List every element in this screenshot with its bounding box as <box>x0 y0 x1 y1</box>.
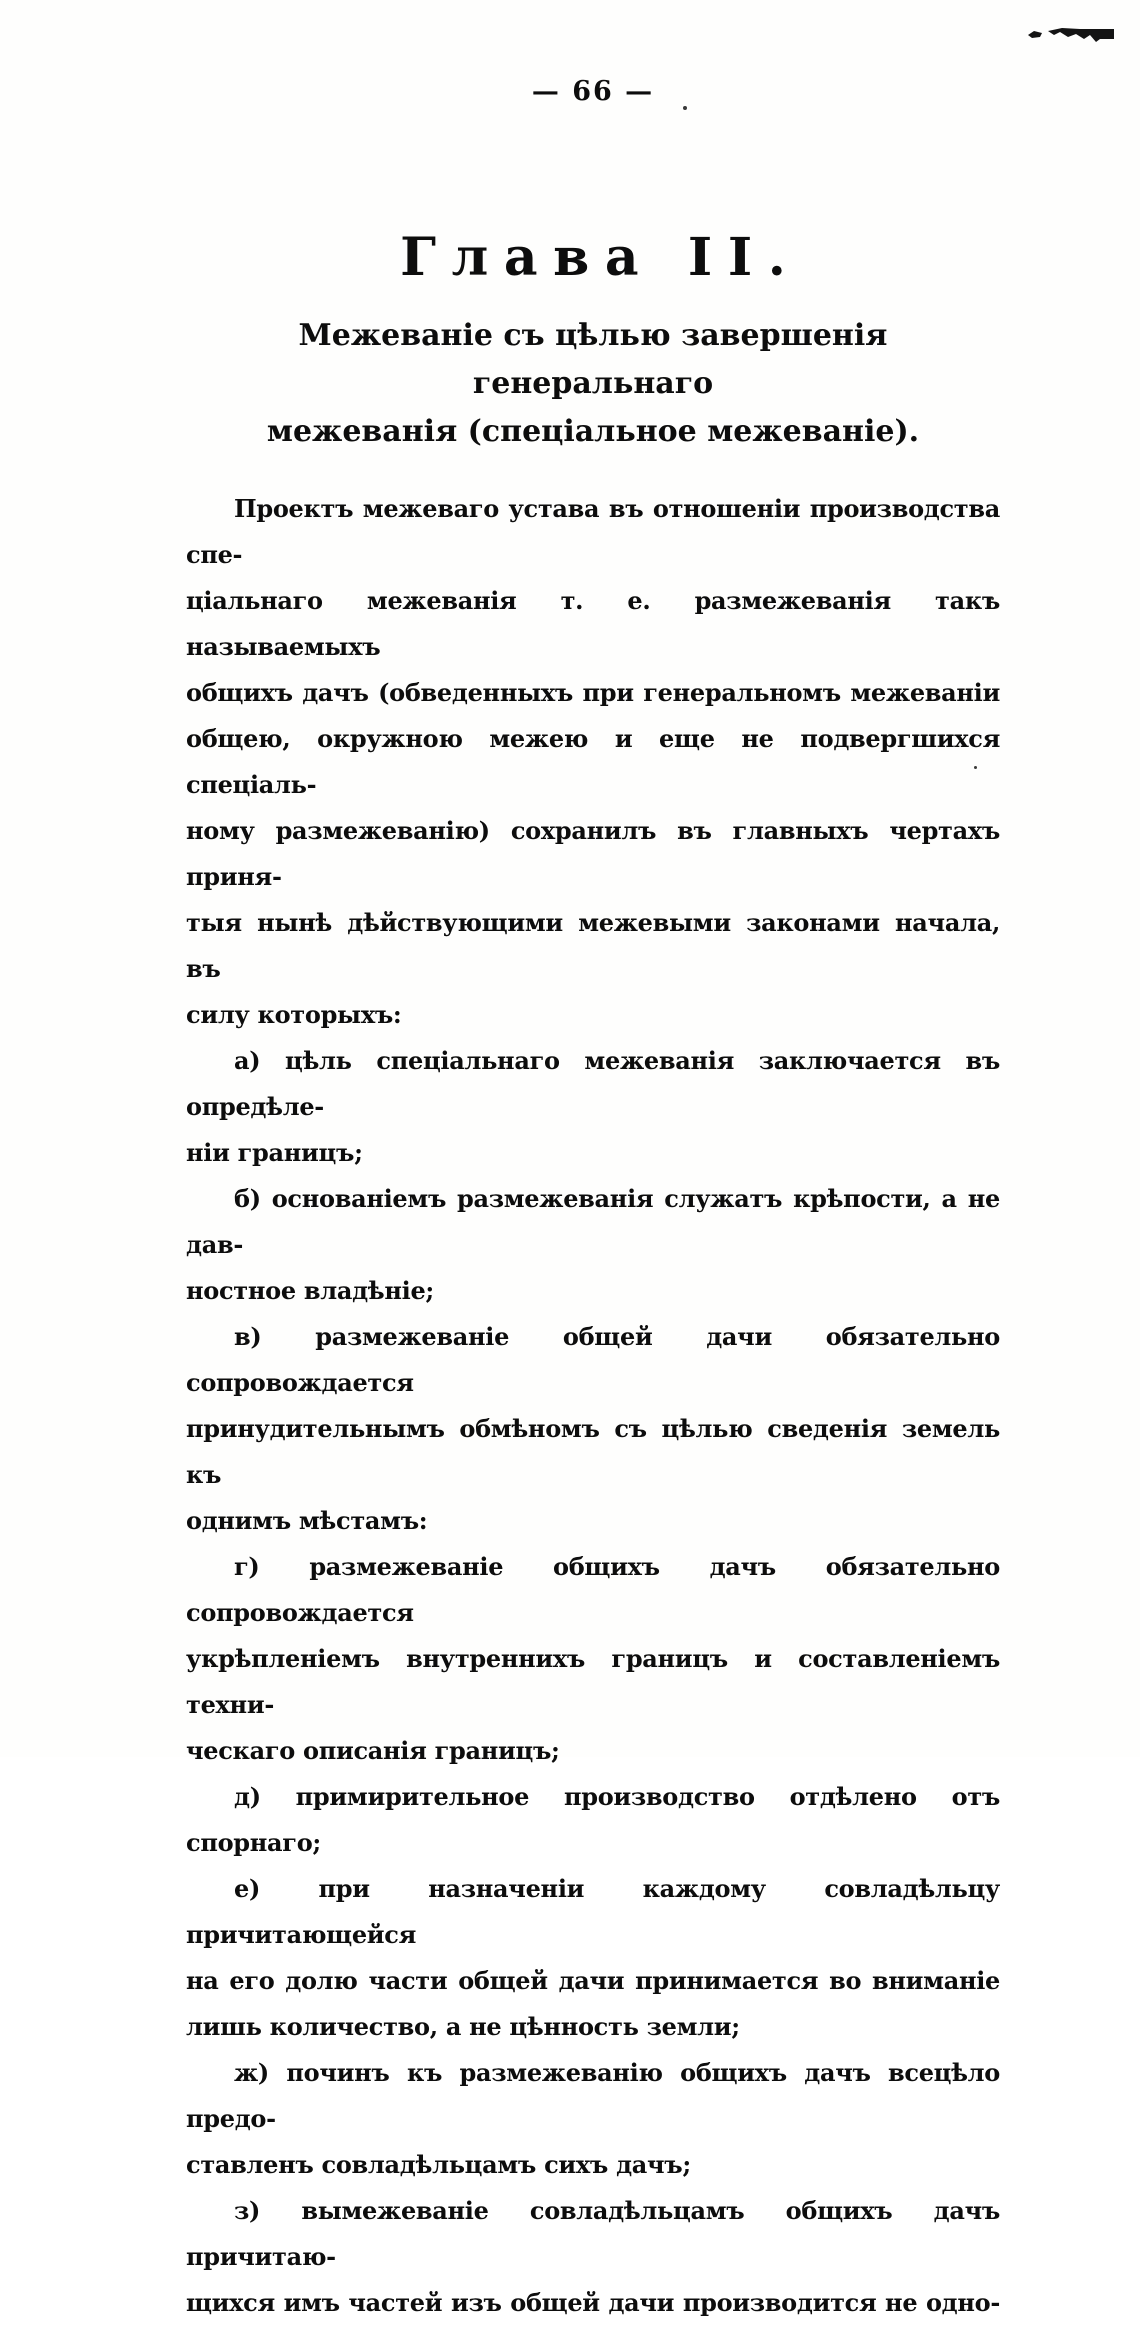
text-line: ностное владѣніе; <box>186 1276 434 1305</box>
text-line: ніи границъ; <box>186 1138 363 1167</box>
text-line: ж) починъ къ размежеванію общихъ дачъ всецѣло предо- <box>186 2058 1000 2133</box>
text-line: общихъ дачъ (обведенныхъ при генеральномъ межеваніи <box>186 678 1000 707</box>
text-line: б) основаніемъ размежеванія служатъ крѣпости, а не дав- <box>186 1184 1000 1259</box>
text-line: тыя нынѣ дѣйствующими межевыми законами начала, въ <box>186 908 1000 983</box>
text-line: щихся имъ частей изъ общей дачи производится не одно- <box>186 2288 1000 2317</box>
chapter-subtitle-line-1: Межеваніе съ цѣлью завершенія генеральнаго <box>298 318 888 401</box>
text-line: ціальнаго межеванія т. е. размежеванія такъ называемыхъ <box>186 586 1000 661</box>
text-line: укрѣпленіемъ внутреннихъ границъ и составленіемъ техни- <box>186 1644 1000 1719</box>
text-block <box>186 0 1000 2326</box>
body-text <box>186 486 1000 2326</box>
text-line: е) при назначеніи каждому совладѣльцу причитающейся <box>186 1874 1000 1949</box>
text-line: Проектъ межеваго устава въ отношеніи производства спе- <box>186 494 1000 569</box>
text-line: ному размежеванію) сохранилъ въ главныхъ чертахъ приня- <box>186 816 1000 891</box>
text-line: лишь количество, а не цѣнность земли; <box>186 2012 740 2041</box>
text-line: в) размежеваніе общей дачи обязательно сопровождается <box>186 1322 1000 1397</box>
text-line: общею, окружною межею и еще не подвергшихся спеціаль- <box>186 724 1000 799</box>
chapter-subtitle <box>186 312 1000 456</box>
page-number: — 66 — <box>531 76 655 107</box>
text-line: принудительнымъ обмѣномъ съ цѣлью сведенія земель къ <box>186 1414 1000 1489</box>
text-line: ческаго описанія границъ; <box>186 1736 560 1765</box>
chapter-heading: Глава II. <box>400 227 802 288</box>
text-line: на его долю части общей дачи принимается во вниманіе <box>186 1966 1000 1995</box>
chapter-subtitle-line-2: межеванія (спеціальное межеваніе). <box>266 414 920 449</box>
text-line: силу которыхъ: <box>186 1000 402 1029</box>
torn-edge-ink-mark <box>1028 26 1114 46</box>
text-line: а) цѣль спеціальнаго межеванія заключается въ опредѣле- <box>186 1046 1000 1121</box>
text-line: г) размежеваніе общихъ дачъ обязательно сопровождается <box>186 1552 1000 1627</box>
text-line: з) вымежеваніе совладѣльцамъ общихъ дачъ причитаю- <box>186 2196 1000 2271</box>
text-line: однимъ мѣстамъ: <box>186 1506 428 1535</box>
text-line: ставленъ совладѣльцамъ сихъ дачъ; <box>186 2150 691 2179</box>
text-line: д) примирительное производство отдѣлено отъ спорнаго; <box>186 1782 1000 1857</box>
